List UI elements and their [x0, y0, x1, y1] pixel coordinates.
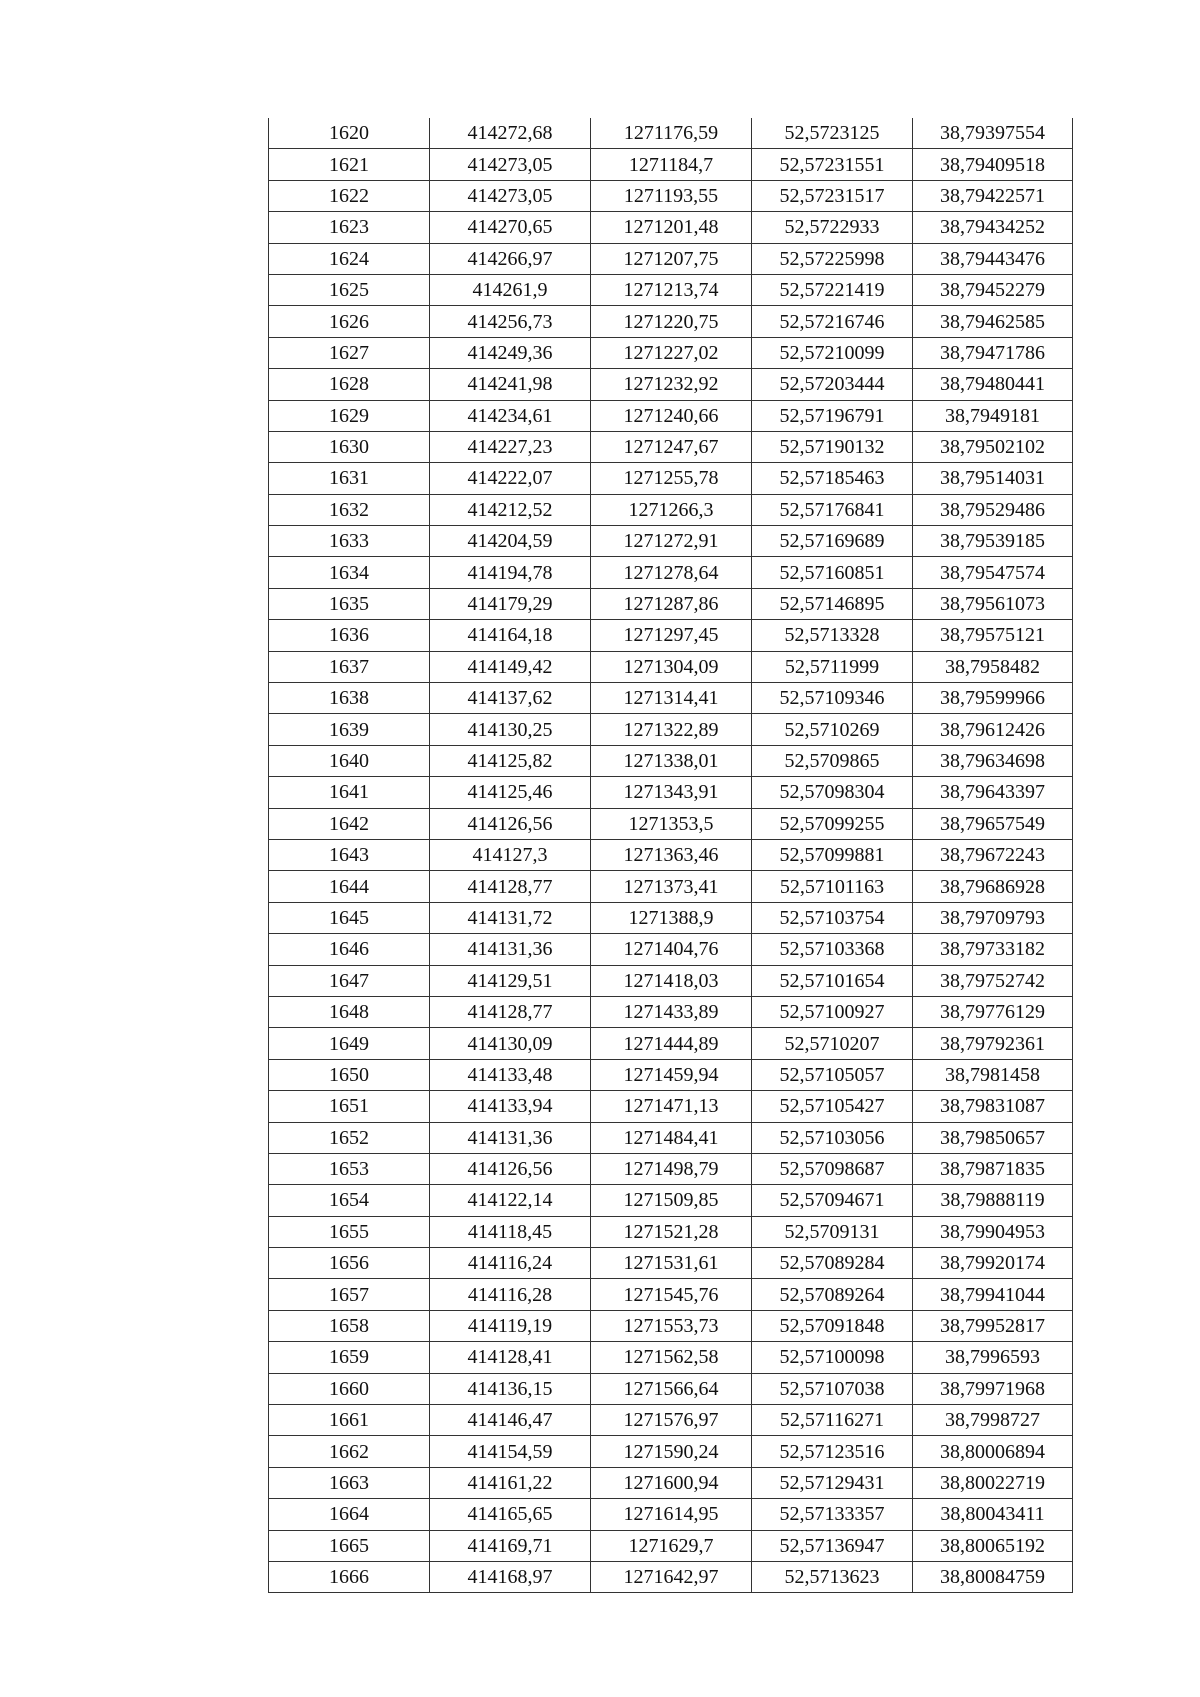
latitude-cell: 52,57107038 — [752, 1373, 913, 1404]
x-coordinate-cell: 414179,29 — [430, 588, 591, 619]
latitude-cell: 52,57101654 — [752, 965, 913, 996]
longitude-cell: 38,7981458 — [913, 1059, 1073, 1090]
point-number-cell: 1635 — [269, 588, 430, 619]
latitude-cell: 52,57103754 — [752, 902, 913, 933]
y-coordinate-cell: 1271278,64 — [591, 557, 752, 588]
latitude-cell: 52,57100098 — [752, 1342, 913, 1373]
longitude-cell: 38,79514031 — [913, 463, 1073, 494]
y-coordinate-cell: 1271353,5 — [591, 808, 752, 839]
table-row — [269, 463, 1073, 494]
y-coordinate-cell: 1271193,55 — [591, 180, 752, 211]
y-coordinate-cell: 1271201,48 — [591, 212, 752, 243]
latitude-cell: 52,57103056 — [752, 1122, 913, 1153]
table-row — [269, 494, 1073, 525]
point-number-cell: 1621 — [269, 149, 430, 180]
point-number-cell: 1631 — [269, 463, 430, 494]
table-row — [269, 400, 1073, 431]
point-number-cell: 1649 — [269, 1028, 430, 1059]
table-row — [269, 526, 1073, 557]
longitude-cell: 38,79709793 — [913, 902, 1073, 933]
latitude-cell: 52,57221419 — [752, 274, 913, 305]
latitude-cell: 52,57089284 — [752, 1248, 913, 1279]
y-coordinate-cell: 1271373,41 — [591, 871, 752, 902]
table-row — [269, 745, 1073, 776]
longitude-cell: 38,79529486 — [913, 494, 1073, 525]
x-coordinate-cell: 414154,59 — [430, 1436, 591, 1467]
table-row — [269, 808, 1073, 839]
latitude-cell: 52,57123516 — [752, 1436, 913, 1467]
table-row — [269, 1373, 1073, 1404]
table-row — [269, 651, 1073, 682]
y-coordinate-cell: 1271363,46 — [591, 839, 752, 870]
point-number-cell: 1636 — [269, 620, 430, 651]
point-number-cell: 1655 — [269, 1216, 430, 1247]
table-row — [269, 1248, 1073, 1279]
point-number-cell: 1633 — [269, 526, 430, 557]
longitude-cell: 38,79462585 — [913, 306, 1073, 337]
point-number-cell: 1658 — [269, 1310, 430, 1341]
longitude-cell: 38,79871835 — [913, 1153, 1073, 1184]
y-coordinate-cell: 1271220,75 — [591, 306, 752, 337]
y-coordinate-cell: 1271240,66 — [591, 400, 752, 431]
table-row — [269, 1405, 1073, 1436]
point-number-cell: 1623 — [269, 212, 430, 243]
point-number-cell: 1624 — [269, 243, 430, 274]
y-coordinate-cell: 1271590,24 — [591, 1436, 752, 1467]
point-number-cell: 1652 — [269, 1122, 430, 1153]
y-coordinate-cell: 1271629,7 — [591, 1530, 752, 1561]
point-number-cell: 1645 — [269, 902, 430, 933]
x-coordinate-cell: 414266,97 — [430, 243, 591, 274]
x-coordinate-cell: 414126,56 — [430, 808, 591, 839]
y-coordinate-cell: 1271562,58 — [591, 1342, 752, 1373]
latitude-cell: 52,5710207 — [752, 1028, 913, 1059]
table-row — [269, 683, 1073, 714]
table-row — [269, 902, 1073, 933]
longitude-cell: 38,79575121 — [913, 620, 1073, 651]
longitude-cell: 38,79686928 — [913, 871, 1073, 902]
y-coordinate-cell: 1271338,01 — [591, 745, 752, 776]
table-row — [269, 1467, 1073, 1498]
latitude-cell: 52,57099881 — [752, 839, 913, 870]
x-coordinate-cell: 414273,05 — [430, 149, 591, 180]
point-number-cell: 1663 — [269, 1467, 430, 1498]
table-row — [269, 180, 1073, 211]
latitude-cell: 52,57136947 — [752, 1530, 913, 1561]
x-coordinate-cell: 414146,47 — [430, 1405, 591, 1436]
point-number-cell: 1625 — [269, 274, 430, 305]
point-number-cell: 1657 — [269, 1279, 430, 1310]
latitude-cell: 52,57091848 — [752, 1310, 913, 1341]
table-row — [269, 1059, 1073, 1090]
latitude-cell: 52,5709865 — [752, 745, 913, 776]
longitude-cell: 38,80043411 — [913, 1499, 1073, 1530]
point-number-cell: 1666 — [269, 1561, 430, 1592]
table-row — [269, 996, 1073, 1027]
table-row — [269, 1310, 1073, 1341]
x-coordinate-cell: 414165,65 — [430, 1499, 591, 1530]
longitude-cell: 38,79941044 — [913, 1279, 1073, 1310]
latitude-cell: 52,57185463 — [752, 463, 913, 494]
x-coordinate-cell: 414273,05 — [430, 180, 591, 211]
y-coordinate-cell: 1271304,09 — [591, 651, 752, 682]
latitude-cell: 52,57098304 — [752, 777, 913, 808]
point-number-cell: 1648 — [269, 996, 430, 1027]
x-coordinate-cell: 414241,98 — [430, 369, 591, 400]
x-coordinate-cell: 414256,73 — [430, 306, 591, 337]
x-coordinate-cell: 414127,3 — [430, 839, 591, 870]
table-row — [269, 1436, 1073, 1467]
y-coordinate-cell: 1271553,73 — [591, 1310, 752, 1341]
y-coordinate-cell: 1271531,61 — [591, 1248, 752, 1279]
x-coordinate-cell: 414204,59 — [430, 526, 591, 557]
table-row — [269, 714, 1073, 745]
y-coordinate-cell: 1271207,75 — [591, 243, 752, 274]
longitude-cell: 38,79792361 — [913, 1028, 1073, 1059]
y-coordinate-cell: 1271404,76 — [591, 934, 752, 965]
latitude-cell: 52,57190132 — [752, 431, 913, 462]
x-coordinate-cell: 414270,65 — [430, 212, 591, 243]
table-row — [269, 1561, 1073, 1592]
point-number-cell: 1654 — [269, 1185, 430, 1216]
latitude-cell: 52,57169689 — [752, 526, 913, 557]
table-row — [269, 871, 1073, 902]
x-coordinate-cell: 414149,42 — [430, 651, 591, 682]
point-number-cell: 1656 — [269, 1248, 430, 1279]
point-number-cell: 1637 — [269, 651, 430, 682]
y-coordinate-cell: 1271388,9 — [591, 902, 752, 933]
point-number-cell: 1642 — [269, 808, 430, 839]
longitude-cell: 38,79547574 — [913, 557, 1073, 588]
latitude-cell: 52,57100927 — [752, 996, 913, 1027]
coordinates-table-body — [269, 118, 1073, 1593]
x-coordinate-cell: 414169,71 — [430, 1530, 591, 1561]
latitude-cell: 52,5713623 — [752, 1561, 913, 1592]
x-coordinate-cell: 414161,22 — [430, 1467, 591, 1498]
longitude-cell: 38,79452279 — [913, 274, 1073, 305]
point-number-cell: 1630 — [269, 431, 430, 462]
table-row — [269, 934, 1073, 965]
latitude-cell: 52,57109346 — [752, 683, 913, 714]
point-number-cell: 1640 — [269, 745, 430, 776]
x-coordinate-cell: 414261,9 — [430, 274, 591, 305]
x-coordinate-cell: 414130,09 — [430, 1028, 591, 1059]
latitude-cell: 52,57133357 — [752, 1499, 913, 1530]
point-number-cell: 1659 — [269, 1342, 430, 1373]
table-row — [269, 337, 1073, 368]
latitude-cell: 52,57176841 — [752, 494, 913, 525]
y-coordinate-cell: 1271444,89 — [591, 1028, 752, 1059]
x-coordinate-cell: 414194,78 — [430, 557, 591, 588]
y-coordinate-cell: 1271322,89 — [591, 714, 752, 745]
latitude-cell: 52,57146895 — [752, 588, 913, 619]
x-coordinate-cell: 414116,28 — [430, 1279, 591, 1310]
latitude-cell: 52,57101163 — [752, 871, 913, 902]
x-coordinate-cell: 414137,62 — [430, 683, 591, 714]
latitude-cell: 52,57216746 — [752, 306, 913, 337]
latitude-cell: 52,57098687 — [752, 1153, 913, 1184]
x-coordinate-cell: 414118,45 — [430, 1216, 591, 1247]
table-row — [269, 306, 1073, 337]
y-coordinate-cell: 1271176,59 — [591, 118, 752, 149]
x-coordinate-cell: 414116,24 — [430, 1248, 591, 1279]
point-number-cell: 1641 — [269, 777, 430, 808]
y-coordinate-cell: 1271287,86 — [591, 588, 752, 619]
point-number-cell: 1638 — [269, 683, 430, 714]
longitude-cell: 38,79733182 — [913, 934, 1073, 965]
y-coordinate-cell: 1271471,13 — [591, 1091, 752, 1122]
longitude-cell: 38,7996593 — [913, 1342, 1073, 1373]
point-number-cell: 1647 — [269, 965, 430, 996]
y-coordinate-cell: 1271509,85 — [591, 1185, 752, 1216]
point-number-cell: 1650 — [269, 1059, 430, 1090]
y-coordinate-cell: 1271566,64 — [591, 1373, 752, 1404]
table-row — [269, 1122, 1073, 1153]
longitude-cell: 38,79971968 — [913, 1373, 1073, 1404]
x-coordinate-cell: 414133,48 — [430, 1059, 591, 1090]
table-row — [269, 1185, 1073, 1216]
x-coordinate-cell: 414131,36 — [430, 934, 591, 965]
longitude-cell: 38,80065192 — [913, 1530, 1073, 1561]
x-coordinate-cell: 414136,15 — [430, 1373, 591, 1404]
longitude-cell: 38,80084759 — [913, 1561, 1073, 1592]
y-coordinate-cell: 1271545,76 — [591, 1279, 752, 1310]
latitude-cell: 52,5713328 — [752, 620, 913, 651]
x-coordinate-cell: 414126,56 — [430, 1153, 591, 1184]
y-coordinate-cell: 1271314,41 — [591, 683, 752, 714]
x-coordinate-cell: 414227,23 — [430, 431, 591, 462]
table-row — [269, 965, 1073, 996]
x-coordinate-cell: 414128,77 — [430, 996, 591, 1027]
latitude-cell: 52,57225998 — [752, 243, 913, 274]
latitude-cell: 52,57129431 — [752, 1467, 913, 1498]
x-coordinate-cell: 414129,51 — [430, 965, 591, 996]
table-row — [269, 1028, 1073, 1059]
table-row — [269, 1499, 1073, 1530]
latitude-cell: 52,5710269 — [752, 714, 913, 745]
longitude-cell: 38,79502102 — [913, 431, 1073, 462]
y-coordinate-cell: 1271184,7 — [591, 149, 752, 180]
point-number-cell: 1660 — [269, 1373, 430, 1404]
point-number-cell: 1665 — [269, 1530, 430, 1561]
coordinates-table — [268, 118, 1073, 1593]
y-coordinate-cell: 1271600,94 — [591, 1467, 752, 1498]
x-coordinate-cell: 414222,07 — [430, 463, 591, 494]
latitude-cell: 52,57160851 — [752, 557, 913, 588]
latitude-cell: 52,5711999 — [752, 651, 913, 682]
latitude-cell: 52,57105427 — [752, 1091, 913, 1122]
longitude-cell: 38,7998727 — [913, 1405, 1073, 1436]
latitude-cell: 52,5709131 — [752, 1216, 913, 1247]
table-row — [269, 1279, 1073, 1310]
point-number-cell: 1620 — [269, 118, 430, 149]
table-row — [269, 118, 1073, 149]
y-coordinate-cell: 1271459,94 — [591, 1059, 752, 1090]
longitude-cell: 38,79657549 — [913, 808, 1073, 839]
longitude-cell: 38,79952817 — [913, 1310, 1073, 1341]
latitude-cell: 52,57231517 — [752, 180, 913, 211]
point-number-cell: 1661 — [269, 1405, 430, 1436]
point-number-cell: 1626 — [269, 306, 430, 337]
table-row — [269, 1216, 1073, 1247]
table-row — [269, 777, 1073, 808]
y-coordinate-cell: 1271247,67 — [591, 431, 752, 462]
latitude-cell: 52,57089264 — [752, 1279, 913, 1310]
longitude-cell: 38,7958482 — [913, 651, 1073, 682]
x-coordinate-cell: 414131,72 — [430, 902, 591, 933]
x-coordinate-cell: 414168,97 — [430, 1561, 591, 1592]
y-coordinate-cell: 1271418,03 — [591, 965, 752, 996]
x-coordinate-cell: 414122,14 — [430, 1185, 591, 1216]
table-row — [269, 212, 1073, 243]
longitude-cell: 38,7949181 — [913, 400, 1073, 431]
y-coordinate-cell: 1271232,92 — [591, 369, 752, 400]
longitude-cell: 38,79434252 — [913, 212, 1073, 243]
point-number-cell: 1646 — [269, 934, 430, 965]
point-number-cell: 1629 — [269, 400, 430, 431]
x-coordinate-cell: 414212,52 — [430, 494, 591, 525]
latitude-cell: 52,5722933 — [752, 212, 913, 243]
longitude-cell: 38,79850657 — [913, 1122, 1073, 1153]
point-number-cell: 1643 — [269, 839, 430, 870]
point-number-cell: 1644 — [269, 871, 430, 902]
latitude-cell: 52,57196791 — [752, 400, 913, 431]
y-coordinate-cell: 1271521,28 — [591, 1216, 752, 1247]
table-row — [269, 620, 1073, 651]
table-row — [269, 431, 1073, 462]
table-row — [269, 1153, 1073, 1184]
longitude-cell: 38,79920174 — [913, 1248, 1073, 1279]
table-row — [269, 1342, 1073, 1373]
point-number-cell: 1651 — [269, 1091, 430, 1122]
longitude-cell: 38,79480441 — [913, 369, 1073, 400]
longitude-cell: 38,79612426 — [913, 714, 1073, 745]
point-number-cell: 1662 — [269, 1436, 430, 1467]
y-coordinate-cell: 1271343,91 — [591, 777, 752, 808]
longitude-cell: 38,79672243 — [913, 839, 1073, 870]
point-number-cell: 1632 — [269, 494, 430, 525]
longitude-cell: 38,79904953 — [913, 1216, 1073, 1247]
longitude-cell: 38,79643397 — [913, 777, 1073, 808]
longitude-cell: 38,79422571 — [913, 180, 1073, 211]
y-coordinate-cell: 1271484,41 — [591, 1122, 752, 1153]
y-coordinate-cell: 1271227,02 — [591, 337, 752, 368]
table-row — [269, 243, 1073, 274]
y-coordinate-cell: 1271213,74 — [591, 274, 752, 305]
y-coordinate-cell: 1271498,79 — [591, 1153, 752, 1184]
longitude-cell: 38,79634698 — [913, 745, 1073, 776]
longitude-cell: 38,80006894 — [913, 1436, 1073, 1467]
point-number-cell: 1664 — [269, 1499, 430, 1530]
x-coordinate-cell: 414249,36 — [430, 337, 591, 368]
x-coordinate-cell: 414128,41 — [430, 1342, 591, 1373]
y-coordinate-cell: 1271266,3 — [591, 494, 752, 525]
longitude-cell: 38,79397554 — [913, 118, 1073, 149]
latitude-cell: 52,57116271 — [752, 1405, 913, 1436]
x-coordinate-cell: 414128,77 — [430, 871, 591, 902]
latitude-cell: 52,57210099 — [752, 337, 913, 368]
longitude-cell: 38,79599966 — [913, 683, 1073, 714]
y-coordinate-cell: 1271297,45 — [591, 620, 752, 651]
x-coordinate-cell: 414125,82 — [430, 745, 591, 776]
longitude-cell: 38,79831087 — [913, 1091, 1073, 1122]
y-coordinate-cell: 1271642,97 — [591, 1561, 752, 1592]
point-number-cell: 1627 — [269, 337, 430, 368]
table-row — [269, 1530, 1073, 1561]
latitude-cell: 52,57094671 — [752, 1185, 913, 1216]
latitude-cell: 52,57203444 — [752, 369, 913, 400]
table-row — [269, 149, 1073, 180]
table-row — [269, 557, 1073, 588]
x-coordinate-cell: 414131,36 — [430, 1122, 591, 1153]
point-number-cell: 1628 — [269, 369, 430, 400]
x-coordinate-cell: 414119,19 — [430, 1310, 591, 1341]
latitude-cell: 52,57105057 — [752, 1059, 913, 1090]
point-number-cell: 1634 — [269, 557, 430, 588]
longitude-cell: 38,79776129 — [913, 996, 1073, 1027]
x-coordinate-cell: 414272,68 — [430, 118, 591, 149]
x-coordinate-cell: 414234,61 — [430, 400, 591, 431]
longitude-cell: 38,79539185 — [913, 526, 1073, 557]
table-row — [269, 274, 1073, 305]
x-coordinate-cell: 414164,18 — [430, 620, 591, 651]
longitude-cell: 38,80022719 — [913, 1467, 1073, 1498]
table-row — [269, 839, 1073, 870]
y-coordinate-cell: 1271614,95 — [591, 1499, 752, 1530]
point-number-cell: 1653 — [269, 1153, 430, 1184]
table-row — [269, 369, 1073, 400]
y-coordinate-cell: 1271272,91 — [591, 526, 752, 557]
x-coordinate-cell: 414125,46 — [430, 777, 591, 808]
y-coordinate-cell: 1271576,97 — [591, 1405, 752, 1436]
longitude-cell: 38,79752742 — [913, 965, 1073, 996]
longitude-cell: 38,79888119 — [913, 1185, 1073, 1216]
table-row — [269, 1091, 1073, 1122]
x-coordinate-cell: 414133,94 — [430, 1091, 591, 1122]
longitude-cell: 38,79561073 — [913, 588, 1073, 619]
longitude-cell: 38,79409518 — [913, 149, 1073, 180]
longitude-cell: 38,79443476 — [913, 243, 1073, 274]
x-coordinate-cell: 414130,25 — [430, 714, 591, 745]
latitude-cell: 52,57099255 — [752, 808, 913, 839]
latitude-cell: 52,57231551 — [752, 149, 913, 180]
latitude-cell: 52,57103368 — [752, 934, 913, 965]
point-number-cell: 1639 — [269, 714, 430, 745]
latitude-cell: 52,5723125 — [752, 118, 913, 149]
table-row — [269, 588, 1073, 619]
y-coordinate-cell: 1271433,89 — [591, 996, 752, 1027]
point-number-cell: 1622 — [269, 180, 430, 211]
y-coordinate-cell: 1271255,78 — [591, 463, 752, 494]
longitude-cell: 38,79471786 — [913, 337, 1073, 368]
